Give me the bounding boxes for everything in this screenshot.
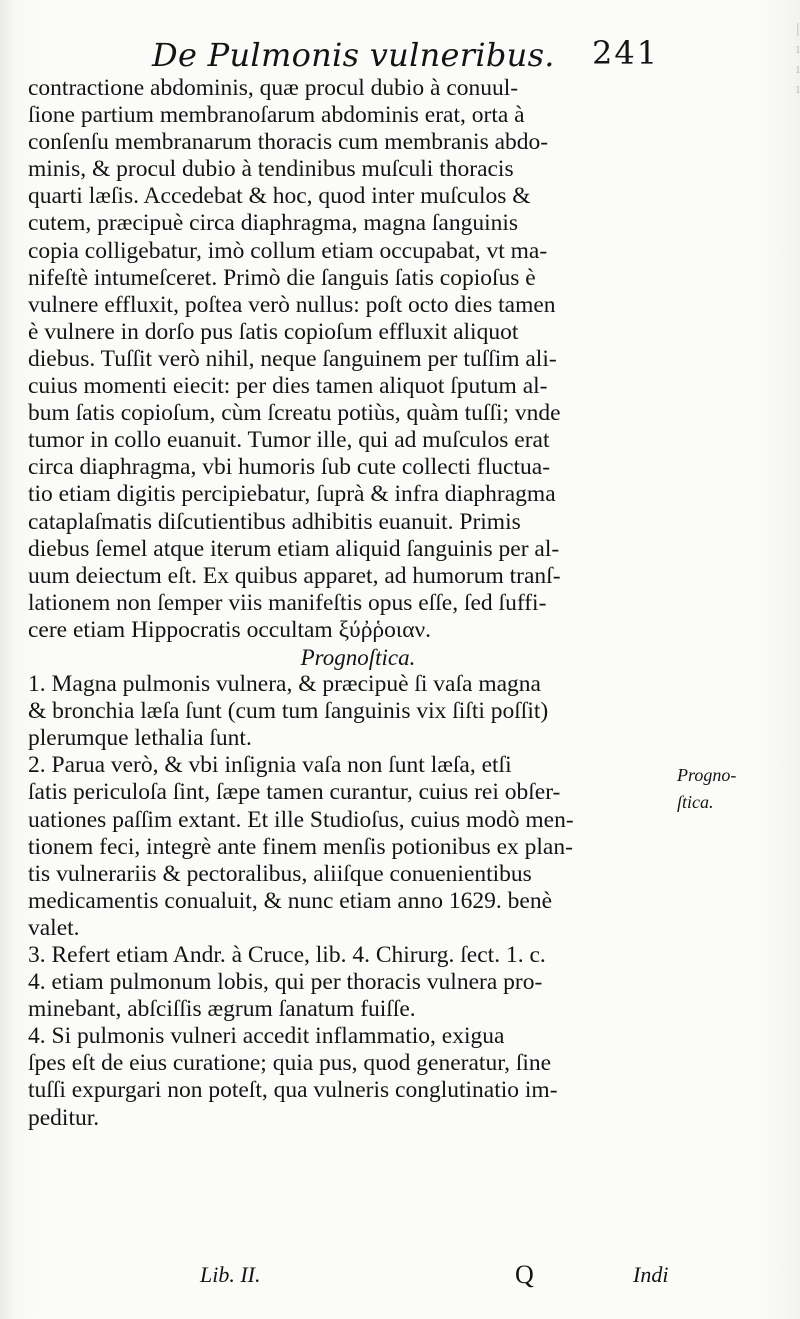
text-line: cataplaſmatis diſcutientibus adhibitis euanuit. Primis (28, 508, 521, 535)
text-line: quarti læſis. Accedebat & hoc, quod inter muſculos & (28, 183, 531, 210)
text-line: cutem, præcipuè circa diaphragma, magna ſanguinis (28, 210, 519, 237)
text-line: è vulnere in dorſo pus ſatis copioſum effluxit aliquot (28, 318, 519, 345)
text-line: uationes paſſim extant. Et ille Studioſus, cuius modò men- (28, 806, 574, 833)
text-line: plerumque lethalia ſunt. (28, 725, 252, 752)
text-line: circa diaphragma, vbi humoris ſub cute collecti fluctua- (28, 454, 551, 481)
text-line: ſatis periculoſa ſint, ſæpe tamen curantur, cuius rei obſer- (28, 779, 561, 806)
section-heading: Prognoſtica. (300, 644, 416, 670)
page-number: 241 (592, 34, 660, 72)
text-line: bum ſatis copioſum, cùm ſcreatu potiùs, quàm tuſſi; vnde (28, 400, 561, 427)
text-line: & bronchia læſa ſunt (cum tum ſanguinis vix ſiſti poſſit) (28, 698, 549, 725)
running-head (0, 30, 800, 80)
text-line: uum deiectum eſt. Ex quibus apparet, ad humorum tranſ- (28, 562, 561, 589)
text-line: vulnere effluxit, poſtea verò nullus: poſt octo dies tamen (28, 291, 556, 318)
text-line: copia colligebatur, imò collum etiam occupabat, vt ma- (28, 237, 548, 264)
text-line: cuius momenti eiecit: per dies tamen aliquot ſputum al- (28, 373, 548, 400)
running-title: De Pulmonis vulneribus. (152, 36, 555, 74)
text-line: tumor in collo euanuit. Tumor ille, qui ad muſculos erat (28, 427, 550, 454)
page-footer (0, 1262, 800, 1302)
text-line: tionem feci, integrè ante finem menſis potionibus ex plan- (28, 833, 573, 860)
text-line: minebant, abſciſſis ægrum ſanatum fuiſſe. (28, 996, 416, 1023)
margin-note (677, 762, 797, 816)
text-line: tio etiam digitis percipiebatur, ſuprà & infra diaphragma (28, 481, 556, 508)
text-line: diebus ſemel atque iterum etiam aliquid ſanguinis per al- (28, 535, 560, 562)
catchword: Indi (633, 1262, 669, 1287)
text-line: ſpes eſt de eius curatione; quia pus, quod generatur, ſine (28, 1050, 552, 1077)
text-line: ſione partium membranoſarum abdominis erat, orta à (28, 102, 525, 129)
body-text (28, 75, 668, 1132)
text-line: diebus. Tuſſit verò nihil, neque ſanguinem per tuſſim ali- (28, 345, 557, 372)
text-line: 1. Magna pulmonis vulnera, & præcipuè ſi vaſa magna (28, 671, 541, 698)
text-line: 4. Si pulmonis vulneri accedit inflammatio, exigua (28, 1023, 505, 1050)
text-line: contractione abdominis, quæ procul dubio à conuul- (28, 75, 519, 101)
signature-mark-text: Lib. II. (200, 1262, 261, 1287)
text-line: nifeſtè intumeſceret. Primò die ſanguis ſatis copioſus è (28, 264, 536, 291)
text-line: minis, & procul dubio à tendinibus muſculi thoracis (28, 156, 514, 183)
text-line: tis vulnerariis & pectoralibus, aliiſque conuenientibus (28, 860, 532, 887)
text-line: 2. Parua verò, & vbi inſignia vaſa non ſunt læſa, etſi (28, 752, 512, 779)
margin-note-line: Progno- (677, 765, 737, 785)
facing-page-bleed: | ı ı ı (795, 22, 800, 97)
text-line: conſenſu membranarum thoracis cum membranis abdo- (28, 129, 549, 156)
text-line: medicamentis conualuit, & nunc etiam anno 1629. benè (28, 887, 553, 914)
gathering-signature: Q (515, 1260, 534, 1289)
text-line: lationem non ſemper viis manifeſtis opus eſſe, ſed ſuffi- (28, 589, 547, 616)
text-line: peditur. (28, 1104, 100, 1131)
text-line: 3. Refert etiam Andr. à Cruce, lib. 4. Chirurg. ſect. 1. c. (28, 942, 546, 968)
text-line: valet. (28, 914, 80, 941)
text-line: cere etiam Hippocratis occultam ξύῤῥοιαν. (28, 616, 432, 643)
text-line: tuſſi expurgari non poteſt, qua vulneris conglutinatio im- (28, 1077, 558, 1104)
margin-note-line: ſtica. (677, 792, 714, 812)
text-line: 4. etiam pulmonum lobis, qui per thoracis vulnera pro- (28, 969, 543, 996)
